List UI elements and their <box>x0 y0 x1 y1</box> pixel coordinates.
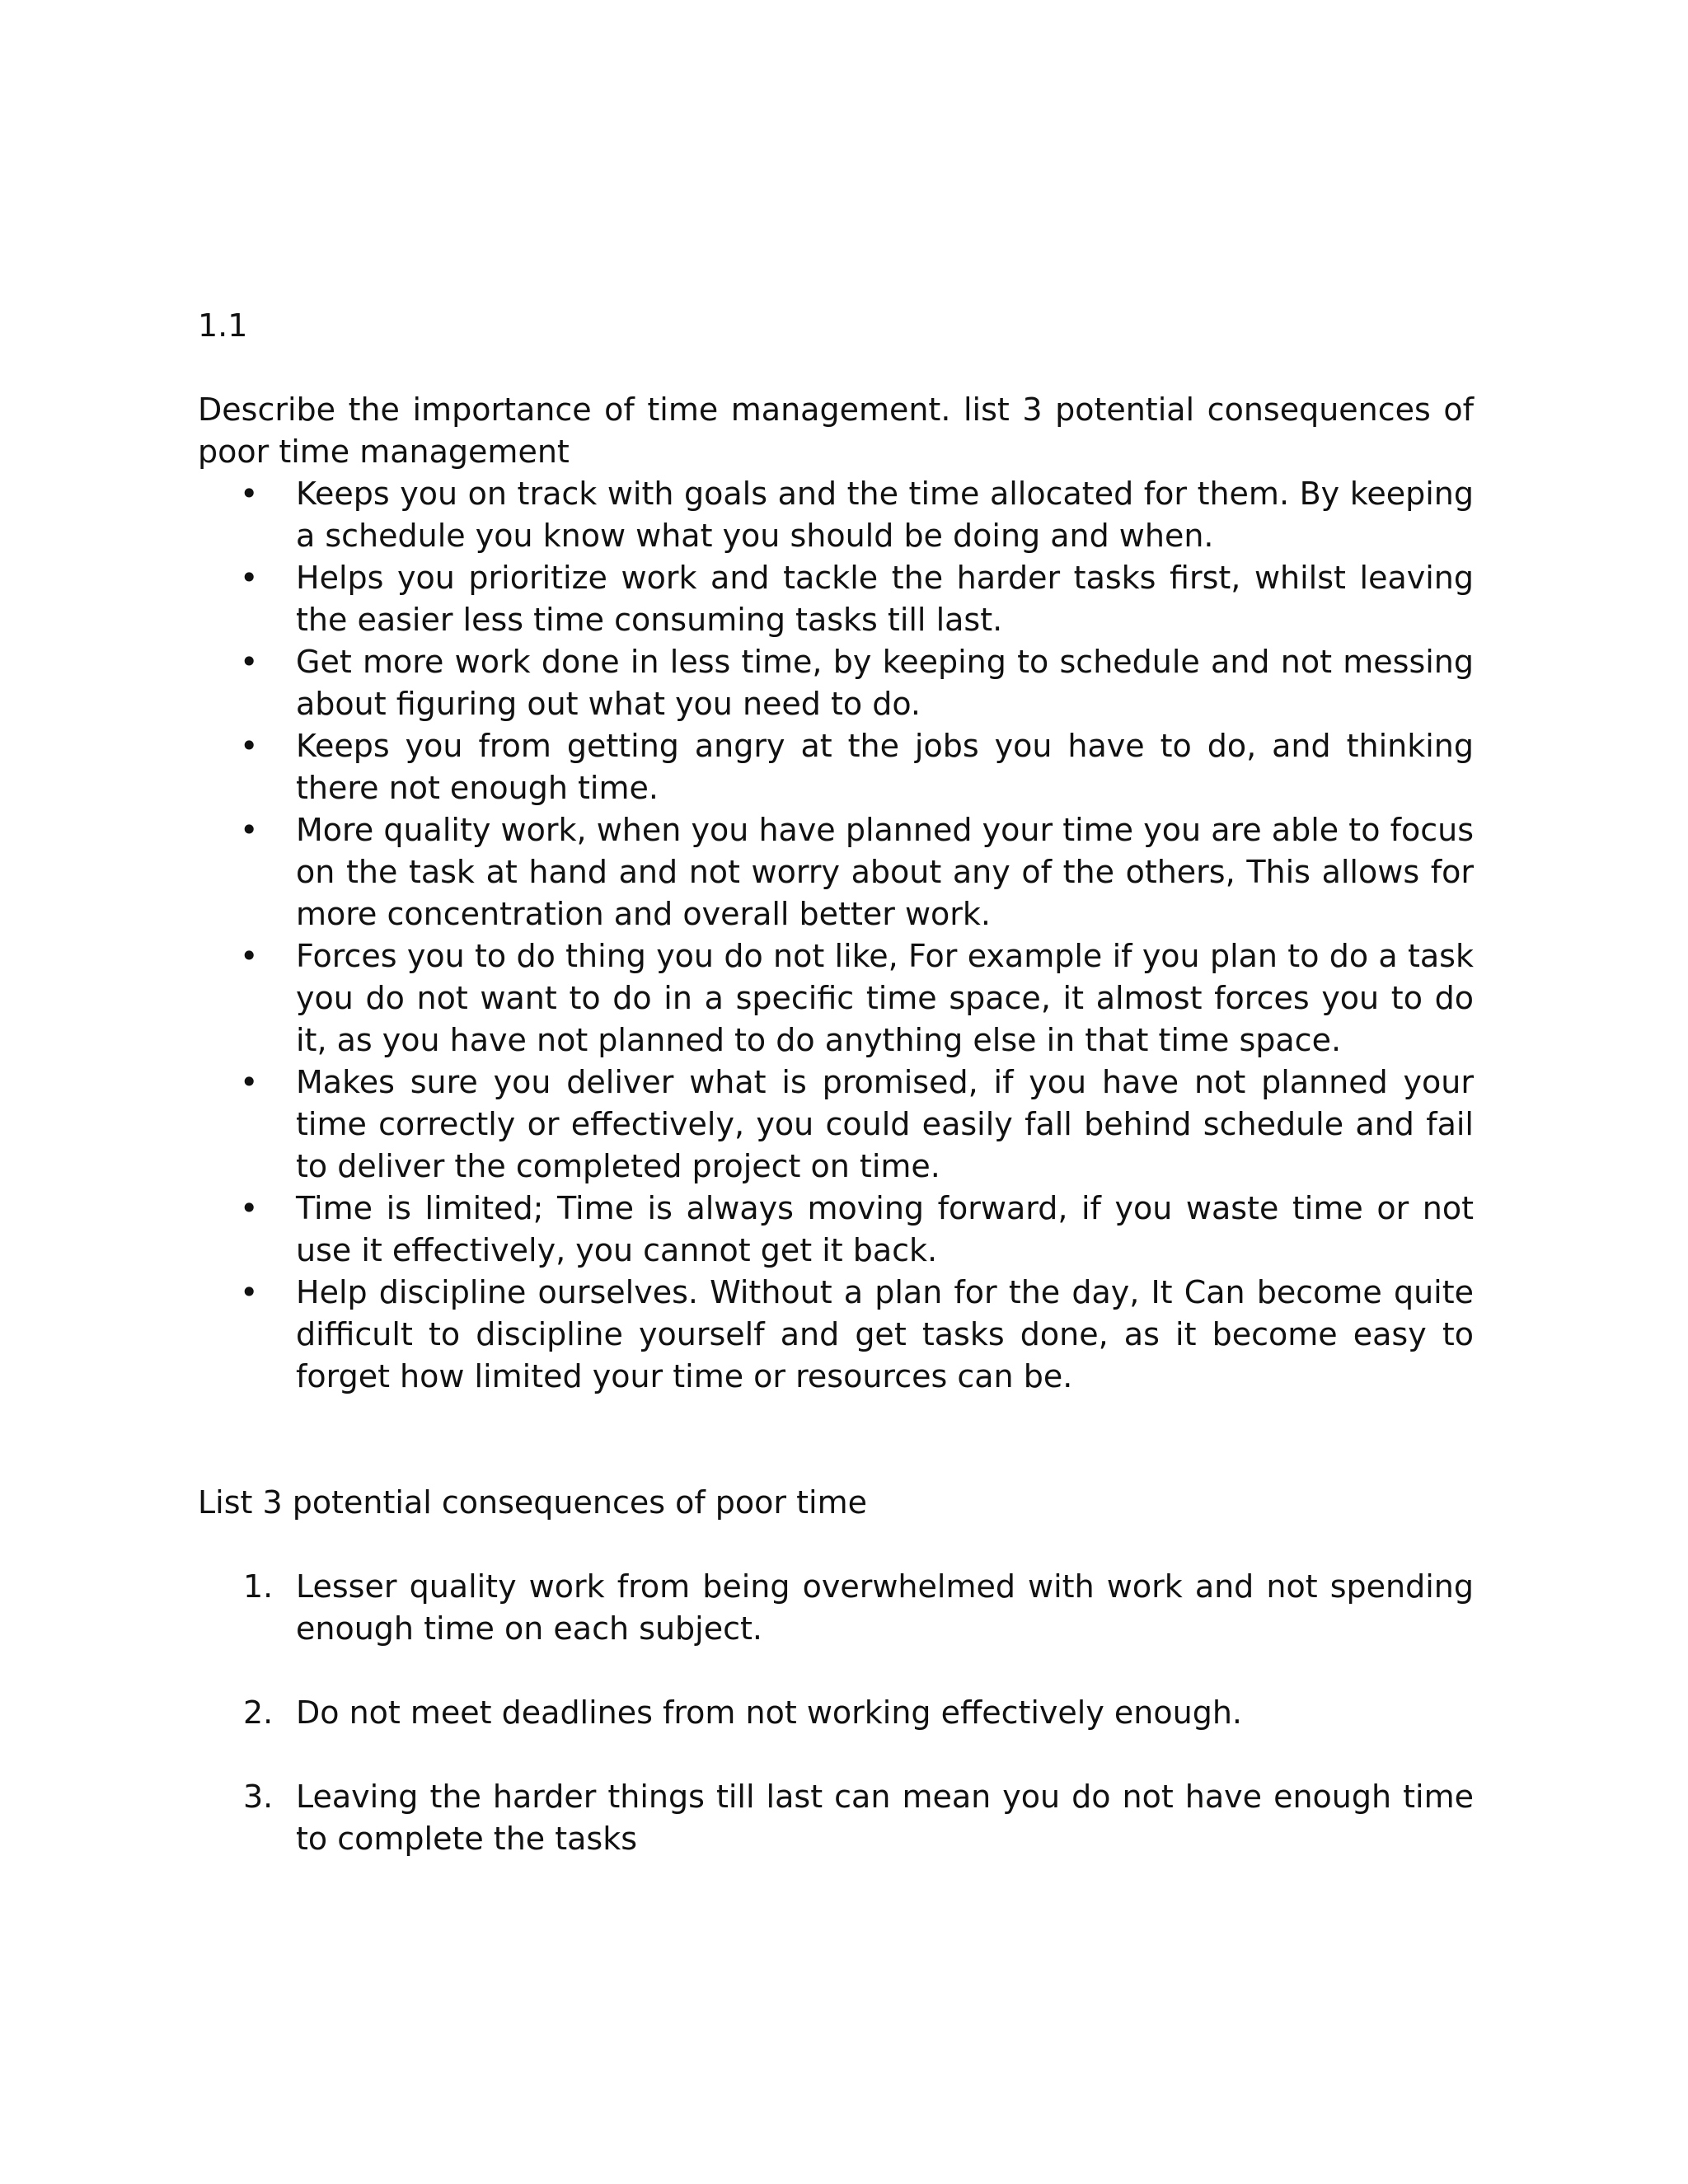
list-number: 2. <box>243 1694 274 1731</box>
list-item-text: Do not meet deadlines from not working effectively enough. <box>296 1694 1242 1731</box>
list-number: 1. <box>243 1568 274 1605</box>
list-item-text: Leaving the harder things till last can mean you do not have enough time to complete the tasks <box>296 1779 1474 1857</box>
section-number: 1.1 <box>198 307 248 344</box>
list-item: • Forces you to do thing you do not like, For example if you plan to do a task you do not want to do in a specific time space, it almost forces you to do it, as you have not planned to do anything else in that time space. <box>296 935 1474 1062</box>
list-item: • Keeps you from getting angry at the jobs you have to do, and thinking there not enough time. <box>296 725 1474 809</box>
list-item: • Helps you prioritize work and tackle the harder tasks first, whilst leaving the easier less time consuming tasks till last. <box>296 557 1474 641</box>
list-item: • Help discipline ourselves. Without a plan for the day, It Can become quite difficult to discipline yourself and get tasks done, as it become easy to forget how limited your time or resources can be. <box>296 1272 1474 1398</box>
numbered-list-item <box>243 1566 1474 1650</box>
list-number: 3. <box>243 1779 274 1815</box>
document-body <box>198 305 1474 1902</box>
list-item: • Keeps you on track with goals and the time allocated for them. By keeping a schedule you know what you should be doing and when. <box>296 473 1474 557</box>
numbered-list-item <box>243 1776 1474 1860</box>
numbered-list-item <box>243 1692 1474 1734</box>
list-item: • More quality work, when you have planned your time you are able to focus on the task at hand and not worry about any of the others, This allows for more concentration and overall better work. <box>296 809 1474 935</box>
consequences-heading: List 3 potential consequences of poor time <box>198 1484 867 1521</box>
list-item: • Time is limited; Time is always moving forward, if you waste time or not use it effectively, you cannot get it back. <box>296 1188 1474 1272</box>
list-item: • Makes sure you deliver what is promised, if you have not planned your time correctly or effectively, you could easily fall behind schedule and fail to deliver the completed project on time. <box>296 1062 1474 1188</box>
consequences-list <box>198 1566 1474 1860</box>
list-item: • Get more work done in less time, by keeping to schedule and not messing about figuring out what you need to do. <box>296 641 1474 725</box>
list-item-text: Lesser quality work from being overwhelmed with work and not spending enough time on each subject. <box>296 1568 1474 1647</box>
question-text: Describe the importance of time management. list 3 potential consequences of poor time management <box>198 391 1474 470</box>
importance-list <box>198 473 1474 1398</box>
